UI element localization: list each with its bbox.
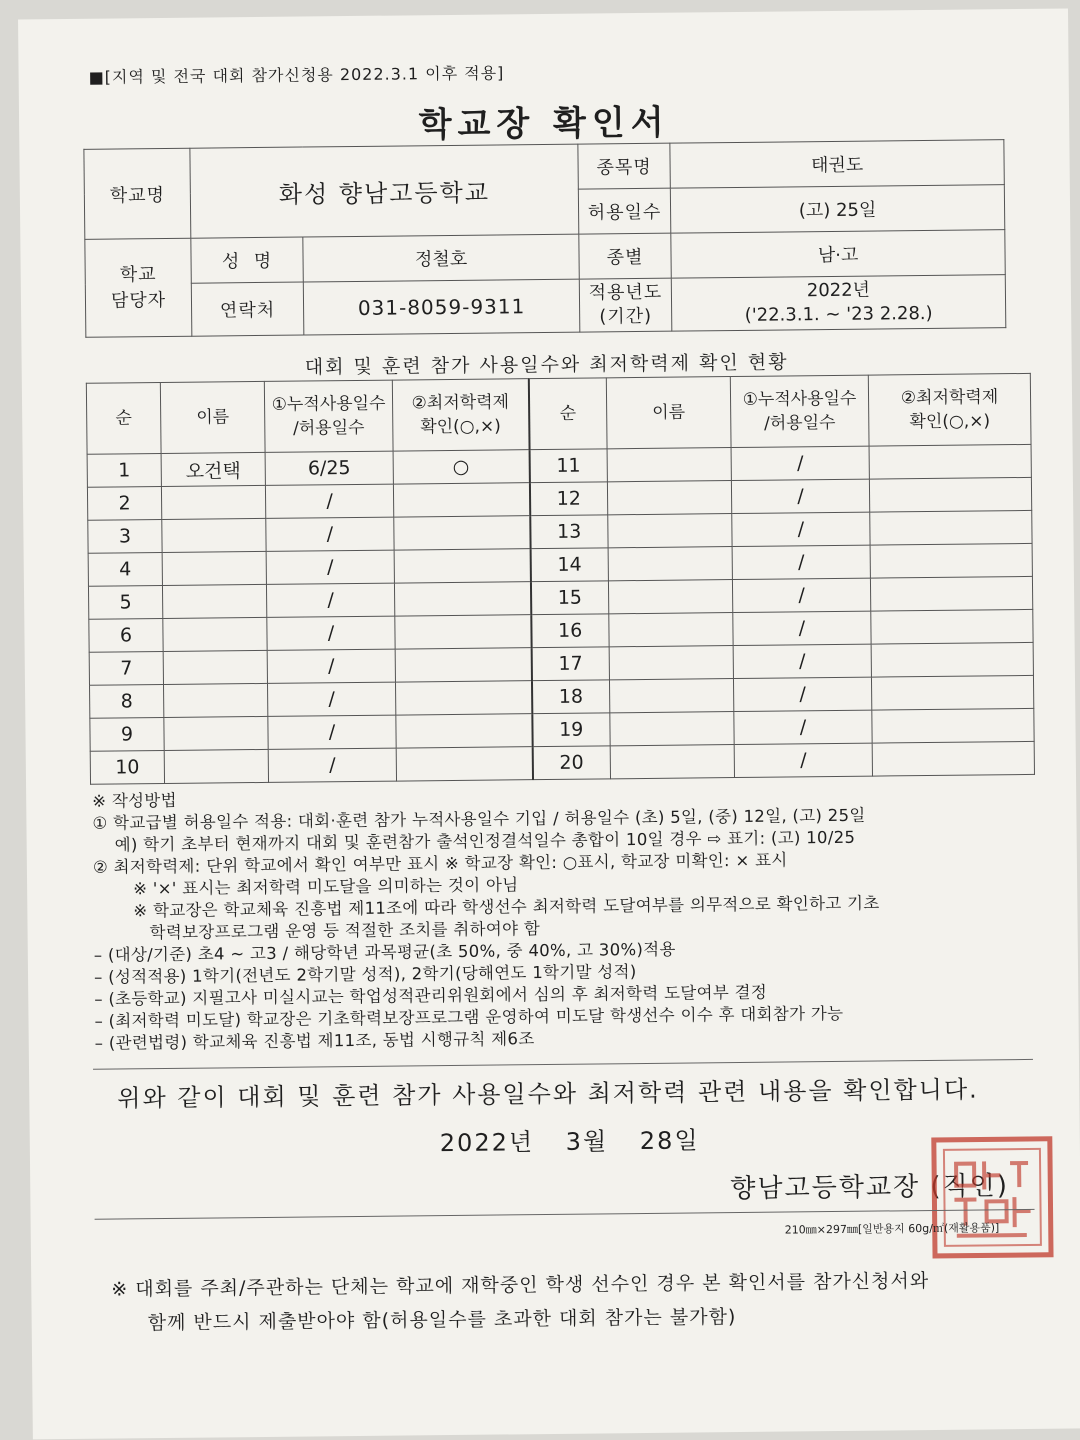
academic-check bbox=[395, 615, 531, 649]
col-days-left: ①누적사용일수 /허용일수 bbox=[264, 380, 393, 452]
event-value: 태권도 bbox=[670, 140, 1004, 188]
year-cell bbox=[671, 275, 1006, 331]
notes-section bbox=[92, 781, 1065, 1055]
athlete-name bbox=[163, 650, 267, 684]
row-number: 5 bbox=[88, 586, 162, 620]
category-value: 남·고 bbox=[671, 230, 1005, 278]
contact-value: 031-8059-9311 bbox=[303, 279, 580, 335]
signer: 향남고등학교장 (직인) bbox=[730, 1171, 1010, 1205]
academic-check bbox=[395, 681, 531, 715]
row-number: 8 bbox=[90, 685, 164, 719]
detail-5: – (관련법령) 학교체육 진흥법 제11조, 동법 시행규칙 제6조 bbox=[94, 1029, 535, 1053]
academic-check bbox=[871, 675, 1033, 710]
row-number: 1 bbox=[87, 454, 161, 488]
issue-date bbox=[440, 1120, 722, 1158]
days-used: / bbox=[732, 578, 870, 612]
col-academic-right: ②최저학력제 확인(○,×) bbox=[868, 373, 1031, 446]
athlete-name bbox=[607, 481, 731, 515]
academic-check: ○ bbox=[393, 450, 529, 484]
row-number: 9 bbox=[90, 718, 164, 752]
athlete-name bbox=[162, 584, 266, 618]
athlete-name bbox=[162, 551, 266, 585]
school-label: 학교명 bbox=[84, 148, 191, 239]
detail-4: – (최저학력 미도달) 학교장은 기초학력보장프로그램 운영하여 미도달 학생선수 이수 후 대회참가 가능 bbox=[94, 1003, 844, 1031]
academic-check bbox=[870, 543, 1032, 578]
note-2-a: ※ '×' 표시는 최저학력 미도달을 의미하는 것이 아님 bbox=[133, 875, 519, 899]
note-1: ① 학교급별 허용일수 적용: 대회·훈련 참가 누적사용일수 기입 / 허용일수 (초) 5일, (중) 12일, (고) 25일 bbox=[92, 805, 866, 833]
academic-check bbox=[871, 609, 1033, 644]
row-number: 14 bbox=[530, 548, 608, 582]
confirmation-text: 위와 같이 대회 및 훈련 참가 사용일수와 최저학력 관련 내용을 확인합니다. bbox=[117, 1075, 979, 1113]
academic-check bbox=[870, 510, 1032, 545]
note-1-example: 예) 학기 초부터 현재까지 대회 및 훈련참가 출석인정결석일수 총합이 10일 경우 ⇨ 표기: (고) 10/25 bbox=[114, 827, 856, 855]
official-seal-stamp bbox=[926, 1131, 1059, 1264]
academic-check bbox=[394, 516, 530, 550]
allowed-days-label: 허용일수 bbox=[578, 188, 670, 234]
row-number: 13 bbox=[530, 515, 608, 549]
row-number: 18 bbox=[531, 680, 609, 714]
academic-check bbox=[396, 747, 532, 781]
col-name-left: 이름 bbox=[160, 381, 265, 453]
year-label: 적용년도 (기간) bbox=[579, 278, 672, 332]
athlete-name bbox=[609, 679, 733, 713]
row-number: 7 bbox=[89, 652, 163, 686]
row-number: 12 bbox=[529, 482, 607, 516]
days-used: / bbox=[268, 748, 396, 782]
academic-check bbox=[872, 708, 1034, 743]
note-2-b: ※ 학교장은 학교체육 진흥법 제11조에 따라 학생선수 최저학력 도달여부를 의무적으로 확인하고 기초 bbox=[133, 893, 880, 921]
academic-check bbox=[395, 648, 531, 682]
academic-check bbox=[394, 582, 530, 616]
row-number: 6 bbox=[89, 619, 163, 653]
year-value: 2022년 bbox=[806, 279, 871, 302]
category-label: 종별 bbox=[579, 233, 671, 279]
days-used: / bbox=[266, 583, 394, 617]
academic-check bbox=[393, 483, 529, 517]
athlete-name bbox=[609, 613, 733, 647]
athlete-name bbox=[164, 716, 268, 750]
academic-check bbox=[870, 576, 1032, 611]
days-used: / bbox=[732, 545, 870, 579]
row-number: 11 bbox=[529, 449, 607, 483]
days-used: / bbox=[731, 479, 869, 513]
footer-line-2: 함께 반드시 제출받아야 함(허용일수를 초과한 대회 참가는 불가함) bbox=[147, 1306, 737, 1335]
note-2-b-cont: 학력보장프로그램 운영 등 적절한 조치를 취하여야 함 bbox=[149, 919, 541, 943]
footer-divider bbox=[95, 1209, 1035, 1220]
row-number: 15 bbox=[530, 581, 608, 615]
athlete-name bbox=[164, 749, 268, 783]
athlete-name bbox=[164, 683, 268, 717]
detail-2: – (성적적용) 1학기(전년도 2학기말 성적), 2학기(당해연도 1학기말 성적) bbox=[93, 962, 637, 987]
academic-check bbox=[869, 444, 1031, 479]
athlete-name bbox=[163, 617, 267, 651]
days-used: / bbox=[731, 446, 869, 480]
row-number: 10 bbox=[90, 751, 164, 785]
athlete-name bbox=[608, 547, 732, 581]
row-number: 19 bbox=[532, 713, 610, 747]
detail-1: – (대상/기준) 초4 ~ 고3 / 해당학년 과목평균(초 50%, 중 40%, 고 30%)적용 bbox=[93, 939, 676, 965]
academic-check bbox=[394, 549, 530, 583]
footer-line-1: ※ 대회를 주최/주관하는 단체는 학교에 재학중인 학생 선수인 경우 본 확인서를 참가신청서와 bbox=[111, 1270, 930, 1301]
days-used: / bbox=[266, 517, 394, 551]
athlete-name bbox=[609, 646, 733, 680]
academic-check bbox=[869, 477, 1031, 512]
days-used: / bbox=[267, 616, 395, 650]
info-table bbox=[83, 139, 1006, 338]
athlete-name bbox=[608, 514, 732, 548]
year-period: ('22.3.1. ~ '23 2.28.) bbox=[744, 302, 933, 326]
academic-check bbox=[872, 741, 1034, 776]
participation-table bbox=[86, 373, 1035, 785]
athlete-name bbox=[607, 448, 731, 482]
contact-label: 연락처 bbox=[191, 282, 304, 336]
date-day: 28일 bbox=[639, 1126, 700, 1156]
notes-heading: ※ 작성방법 bbox=[92, 790, 177, 811]
row-number: 3 bbox=[88, 520, 162, 554]
table-title: 대회 및 훈련 참가 사용일수와 최저학력제 확인 현황 bbox=[304, 351, 789, 379]
days-used: / bbox=[734, 710, 872, 744]
athlete-name bbox=[610, 712, 734, 746]
name-value: 정철호 bbox=[303, 234, 579, 282]
header-note: ■[지역 및 전국 대회 참가신청용 2022.3.1 이후 적용] bbox=[88, 63, 505, 87]
col-no-right: 순 bbox=[528, 378, 607, 450]
academic-check bbox=[396, 714, 532, 748]
days-used: / bbox=[265, 484, 393, 518]
row-number: 4 bbox=[88, 553, 162, 587]
event-label: 종목명 bbox=[578, 143, 670, 189]
athlete-name bbox=[610, 745, 734, 779]
days-used: / bbox=[733, 677, 871, 711]
days-used: / bbox=[734, 743, 872, 777]
footer-note bbox=[111, 1264, 930, 1341]
school-value: 화성 향남고등학교 bbox=[190, 144, 579, 238]
allowed-days-value: (고) 25일 bbox=[670, 185, 1004, 233]
row-number: 16 bbox=[531, 614, 609, 648]
athlete-name bbox=[162, 518, 266, 552]
athlete-name bbox=[608, 580, 732, 614]
days-used: / bbox=[266, 550, 394, 584]
divider bbox=[93, 1059, 1033, 1070]
row-number: 20 bbox=[532, 746, 610, 780]
col-name-right: 이름 bbox=[606, 377, 731, 449]
name-label: 성 명 bbox=[191, 237, 303, 283]
detail-3: – (초등학교) 지필고사 미실시교는 학업성적관리위원회에서 심의 후 최저학력 도달여부 결정 bbox=[94, 982, 768, 1009]
note-2: ② 최저학력제: 단위 학교에서 확인 여부만 표시 ※ 학교장 확인: ○표시, 학교장 미확인: × 표시 bbox=[92, 850, 788, 877]
days-used: / bbox=[733, 611, 871, 645]
certificate-paper bbox=[18, 9, 1080, 1440]
date-month: 3월 bbox=[565, 1127, 609, 1156]
days-used: / bbox=[733, 644, 871, 678]
page-title: 학교장 확인서 bbox=[418, 102, 670, 146]
row-number: 17 bbox=[531, 647, 609, 681]
manager-label: 학교 담당자 bbox=[85, 238, 192, 337]
paper-spec: 210㎜×297㎜[일반용지 60g/㎡(재활용품)] bbox=[784, 1221, 1000, 1237]
row-number: 2 bbox=[87, 487, 161, 521]
athlete-name: 오건택 bbox=[161, 452, 265, 486]
col-no-left: 순 bbox=[86, 383, 161, 455]
participation-table-body bbox=[87, 444, 1034, 784]
col-days-right: ①누적사용일수 /허용일수 bbox=[730, 375, 869, 447]
days-used: / bbox=[267, 649, 395, 683]
athlete-name bbox=[161, 485, 265, 519]
date-year: 2022년 bbox=[439, 1128, 535, 1158]
days-used: 6/25 bbox=[265, 451, 393, 485]
days-used: / bbox=[732, 512, 870, 546]
col-academic-left: ②최저학력제 확인(○,×) bbox=[392, 379, 529, 451]
days-used: / bbox=[268, 715, 396, 749]
days-used: / bbox=[267, 682, 395, 716]
academic-check bbox=[871, 642, 1033, 677]
